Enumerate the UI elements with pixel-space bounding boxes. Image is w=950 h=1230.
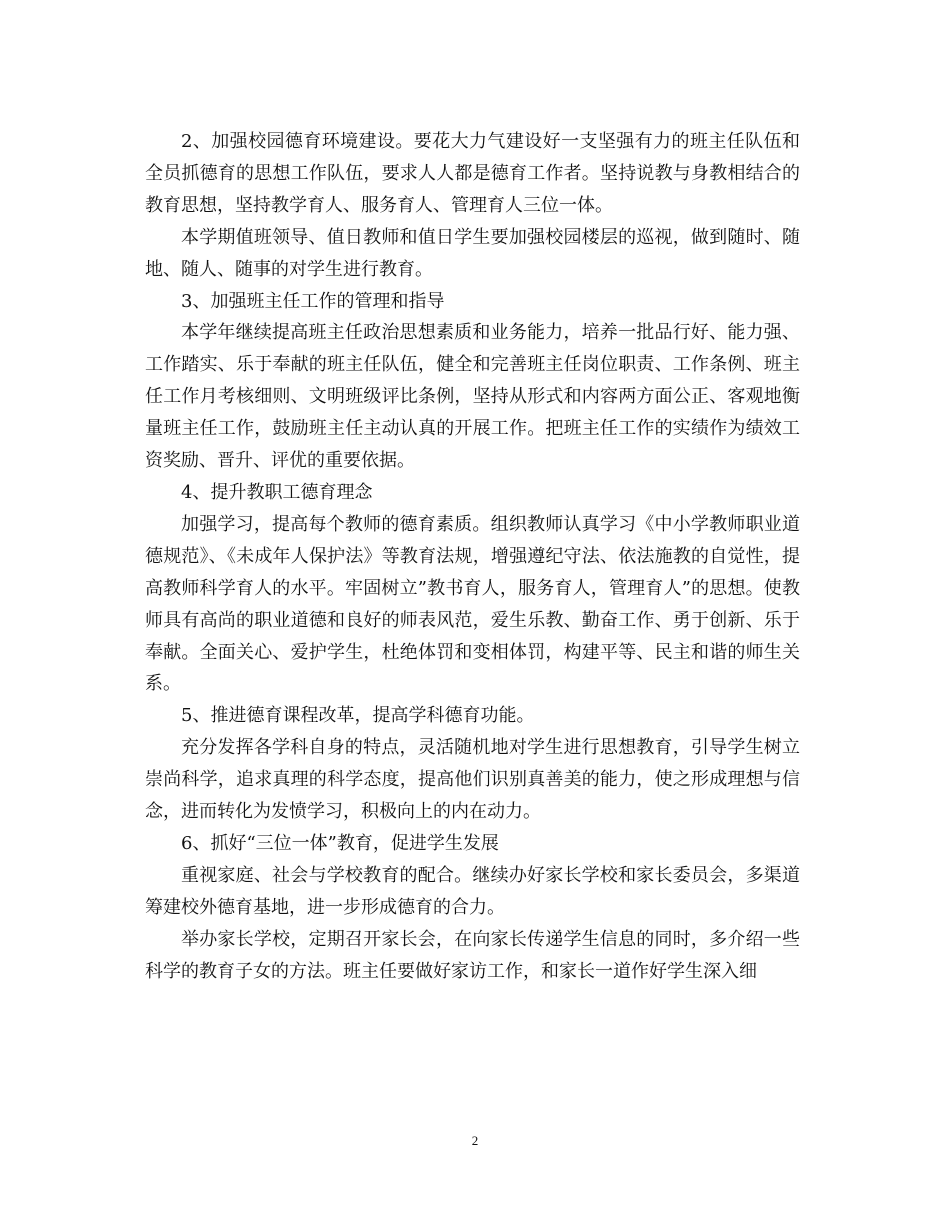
heading-three-in-one-education: 6、抓好“三位一体”教育，促进学生发展 xyxy=(181,832,499,854)
paragraph-subject-education: 充分发挥各学科自身的特点，灵活随机地对学生进行思想教育，引导学生树立崇尚科学，追求真理的科学态度，提高他们识别真善美的能力，使之形成理想与信念，进而转化为发愤学习，积极向上的内在动力。 xyxy=(145,737,800,823)
heading-head-teacher-management: 3、加强班主任工作的管理和指导 xyxy=(181,290,445,312)
paragraph-campus-environment: 2、加强校园德育环境建设。要花大力气建设好一支坚强有力的班主任队伍和全员抓德育的思想工作队伍，要求人人都是德育工作者。坚持说教与身教相结合的教育思想，坚持教学育人、服务育人、管理育人三位一体。 xyxy=(145,131,800,216)
paragraph-teacher-study: 加强学习，提高每个教师的德育素质。组织教师认真学习《中小学教师职业道德规范》、《未成年人保护法》等教育法规，增强遵纪守法、依法施教的自觉性，提高教师科学育人的水平。牢固树立”教书育人，服务育人，管理育人”的思想。使教师具有高尚的职业道德和良好的师表风范，爱生乐教、勤奋工作、勇于创新、乐于奉献。全面关心、爱护学生，杜绝体罚和变相体罚，构建平等、民主和谐的师生关系。 xyxy=(145,513,800,695)
document-body xyxy=(145,126,800,987)
paragraph-duty-patrol: 本学期值班领导、值日教师和值日学生要加强校园楼层的巡视，做到随时、随地、随人、随事的对学生进行教育。 xyxy=(145,226,800,280)
page-number: 2 xyxy=(471,1133,479,1148)
paragraph-head-teacher-quality: 本学年继续提高班主任政治思想素质和业务能力，培养一批品行好、能力强、工作踏实、乐于奉献的班主任队伍，健全和完善班主任岗位职责、工作条例、班主任工作月考核细则、文明班级评比条例，坚持从形式和内容两方面公正、客观地衡量班主任工作，鼓励班主任主动认真的开展工作。把班主任工作的实绩作为绩效工资奖励、晋升、评优的重要依据。 xyxy=(145,322,800,472)
paragraph-parent-school: 举办家长学校，定期召开家长会，在向家长传递学生信息的同时，多介绍一些科学的教育子女的方法。班主任要做好家访工作，和家长一道作好学生深入细 xyxy=(145,928,800,982)
heading-staff-moral-education: 4、提升教职工德育理念 xyxy=(181,481,373,503)
heading-curriculum-reform: 5、推进德育课程改革，提高学科德育功能。 xyxy=(181,705,535,727)
paragraph-family-society-school: 重视家庭、社会与学校教育的配合。继续办好家长学校和家长委员会，多渠道筹建校外德育基地，进一步形成德育的合力。 xyxy=(145,864,800,918)
